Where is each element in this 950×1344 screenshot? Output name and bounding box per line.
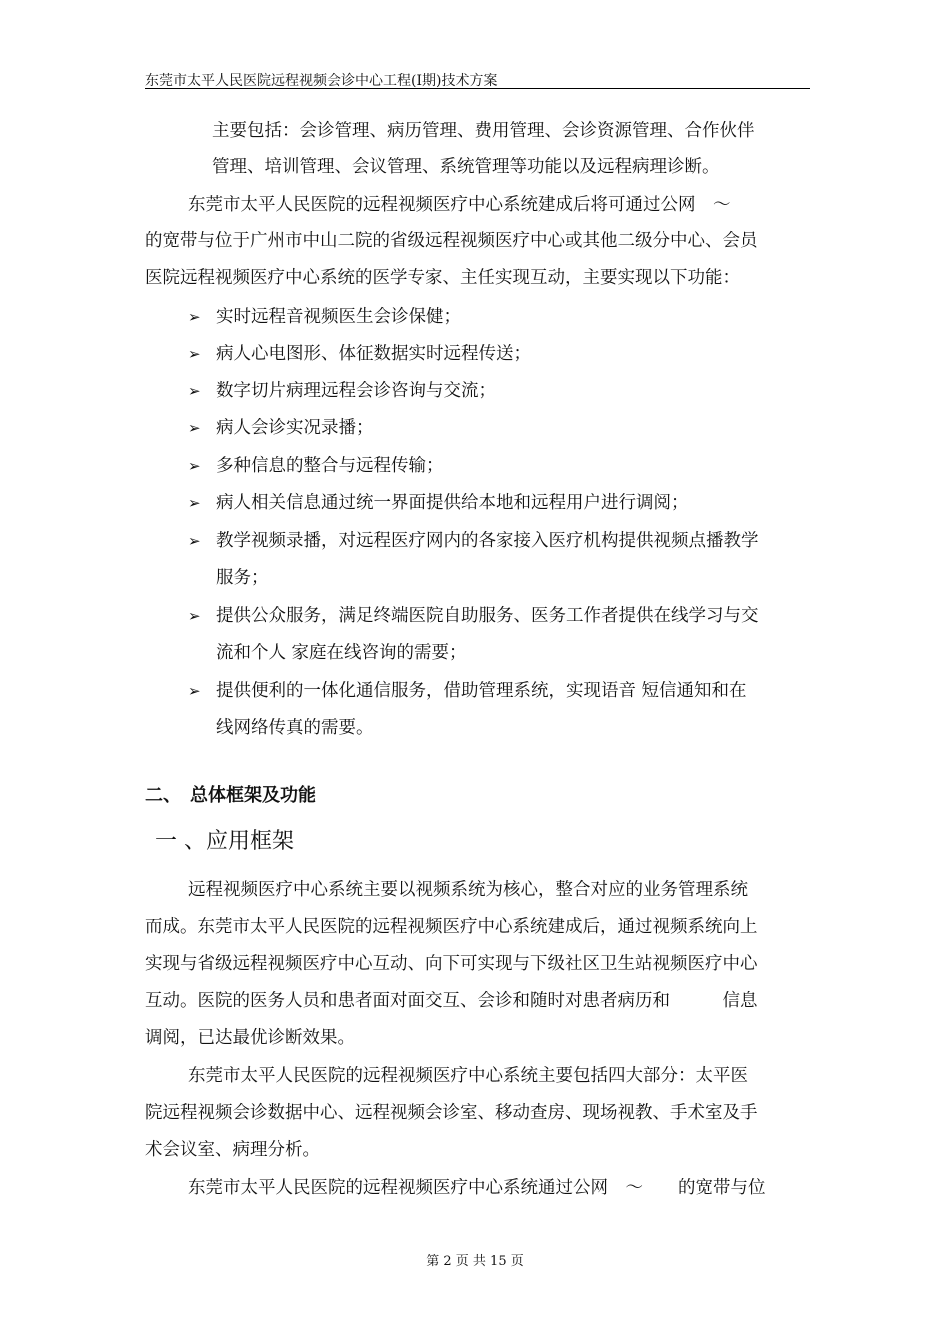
section-heading: 二、 总体框架及功能	[145, 785, 316, 806]
bullet-arrow-icon: ➢	[188, 345, 201, 363]
para1-line-1: 东莞市太平人民医院的远程视频医疗中心系统建成后将可通过公网 ～	[188, 195, 731, 215]
bullet-item: 教学视频录播，对远程医疗网内的各家接入医疗机构提供视频点播教学	[216, 531, 759, 551]
bullet-item: 提供便利的一体化通信服务，借助管理系统，实现语音 短信通知和在	[216, 681, 747, 701]
para4-line-1: 东莞市太平人民医院的远程视频医疗中心系统通过公网 ～ 的宽带与位	[188, 1178, 766, 1198]
para2-line-5: 调阅，已达最优诊断效果。	[145, 1028, 355, 1048]
bullet-item-continuation: 服务；	[216, 568, 269, 588]
bullet-item-continuation: 流和个人 家庭在线咨询的需要；	[216, 643, 467, 663]
running-header: 东莞市太平人民医院远程视频会诊中心工程(Ⅰ期)技术方案	[145, 73, 498, 89]
para2-line-2: 而成。东莞市太平人民医院的远程视频医疗中心系统建成后，通过视频系统向上	[145, 917, 758, 937]
page-number: 第 2 页 共 15 页	[426, 1254, 524, 1269]
bullet-arrow-icon: ➢	[188, 532, 201, 550]
para1-line-2: 的宽带与位于广州市中山二院的省级远程视频医疗中心或其他二级分中心、会员	[145, 231, 758, 251]
bullet-item: 病人会诊实况录播；	[216, 418, 374, 438]
bullet-arrow-icon: ➢	[188, 457, 201, 475]
bullet-arrow-icon: ➢	[188, 494, 201, 512]
bullet-arrow-icon: ➢	[188, 682, 201, 700]
para1-line-3: 医院远程视频医疗中心系统的医学专家、主任实现互动，主要实现以下功能：	[145, 268, 740, 288]
bullet-item-continuation: 线网络传真的需要。	[216, 718, 374, 738]
para2-line-1: 远程视频医疗中心系统主要以视频系统为核心，整合对应的业务管理系统	[188, 880, 748, 900]
bullet-arrow-icon: ➢	[188, 419, 201, 437]
header-rule	[145, 88, 810, 89]
para3-line-2: 院远程视频会诊数据中心、远程视频会诊室、移动查房、现场视教、手术室及手	[145, 1103, 758, 1123]
bullet-item: 病人心电图形、体征数据实时远程传送；	[216, 344, 531, 364]
bullet-item: 病人相关信息通过统一界面提供给本地和远程用户进行调阅；	[216, 493, 689, 513]
para3-line-1: 东莞市太平人民医院的远程视频医疗中心系统主要包括四大部分：太平医	[188, 1066, 748, 1086]
intro-line-2: 管理、培训管理、会议管理、系统管理等功能以及远程病理诊断。	[212, 157, 720, 177]
bullet-item: 数字切片病理远程会诊咨询与交流；	[216, 381, 496, 401]
bullet-arrow-icon: ➢	[188, 607, 201, 625]
bullet-item: 实时远程音视频医生会诊保健；	[216, 307, 461, 327]
subsection-heading: 一 、应用框架	[155, 829, 294, 854]
bullet-arrow-icon: ➢	[188, 308, 201, 326]
para3-line-3: 术会议室、病理分析。	[145, 1140, 320, 1160]
para2-line-4: 互动。医院的医务人员和患者面对面交互、会诊和随时对患者病历和 信息	[145, 991, 758, 1011]
bullet-item: 多种信息的整合与远程传输；	[216, 456, 444, 476]
bullet-item: 提供公众服务，满足终端医院自助服务、医务工作者提供在线学习与交	[216, 606, 759, 626]
para2-line-3: 实现与省级远程视频医疗中心互动、向下可实现与下级社区卫生站视频医疗中心	[145, 954, 758, 974]
bullet-arrow-icon: ➢	[188, 382, 201, 400]
intro-line-1: 主要包括：会诊管理、病历管理、费用管理、会诊资源管理、合作伙伴	[212, 121, 755, 141]
